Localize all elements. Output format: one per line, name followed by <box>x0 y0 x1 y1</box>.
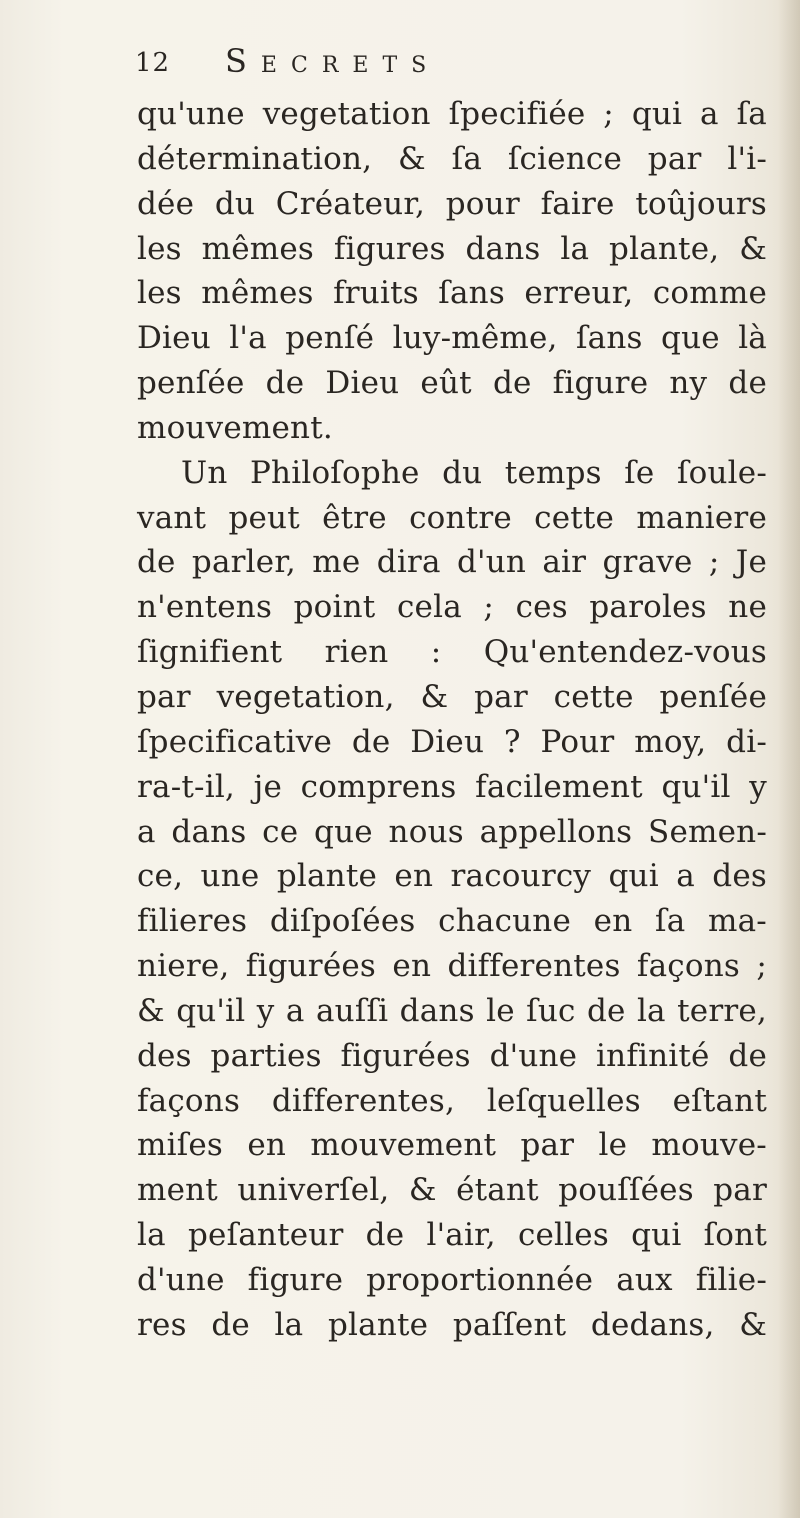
text-line: dée du Créateur, pour faire toûjours <box>137 185 767 222</box>
text-line: niere, figurées en differentes façons ; <box>137 948 767 985</box>
text-line: ra-t-il, je comprens facilement qu'il y <box>137 768 767 805</box>
page-header <box>135 42 775 92</box>
text-line: vant peut être contre cette maniere <box>137 499 767 536</box>
text-line: res de la plante paſſent dedans, & <box>137 1306 767 1343</box>
text-line: filieres diſpoſées chacune en ſa ma- <box>137 903 767 940</box>
text-line: & qu'il y a auſſi dans le ſuc de la terre, <box>137 992 767 1029</box>
text-line: ſpecificative de Dieu ? Pour moy, di- <box>137 723 767 760</box>
text-line: d'une figure proportionnée aux filie- <box>137 1261 767 1298</box>
text-line: les mêmes fruits ſans erreur, comme <box>137 275 767 312</box>
text-line: mouvement. <box>137 409 333 446</box>
running-title: Secrets <box>225 42 441 80</box>
text-line: les mêmes figures dans la plante, & <box>137 230 767 267</box>
text-line: a dans ce que nous appellons Semen- <box>137 813 767 850</box>
text-line: n'entens point cela ; ces paroles ne <box>137 589 767 626</box>
text-line: de parler, me dira d'un air grave ; Je <box>137 544 767 581</box>
text-line: miſes en mouvement par le mouve- <box>137 1127 767 1164</box>
page-number: 12 <box>135 48 171 78</box>
text-line: ſignifient rien : Qu'entendez-vous <box>137 634 767 671</box>
text-line: penſée de Dieu eût de figure ny de <box>137 365 767 402</box>
page-edge-shadow <box>778 0 800 1518</box>
text-line: ce, une plante en racourcy qui a des <box>137 858 767 895</box>
paragraph-start-line: Un Philoſophe du temps ſe ſoule- <box>181 454 767 491</box>
text-line: ment univerſel, & étant pouſſées par <box>137 1172 767 1209</box>
text-line: Dieu l'a penſé luy-même, ſans que là <box>137 320 767 357</box>
text-line: la peſanteur de l'air, celles qui ſont <box>137 1217 767 1254</box>
text-line: détermination, & ſa ſcience par l'i- <box>137 140 767 177</box>
text-line: par vegetation, & par cette penſée <box>137 678 767 715</box>
text-line: façons differentes, leſquelles eſtant <box>137 1082 767 1119</box>
body-text <box>137 92 767 1348</box>
text-line: qu'une vegetation ſpecifiée ; qui a ſa <box>137 96 767 132</box>
text-line: des parties figurées d'une infinité de <box>137 1037 767 1074</box>
